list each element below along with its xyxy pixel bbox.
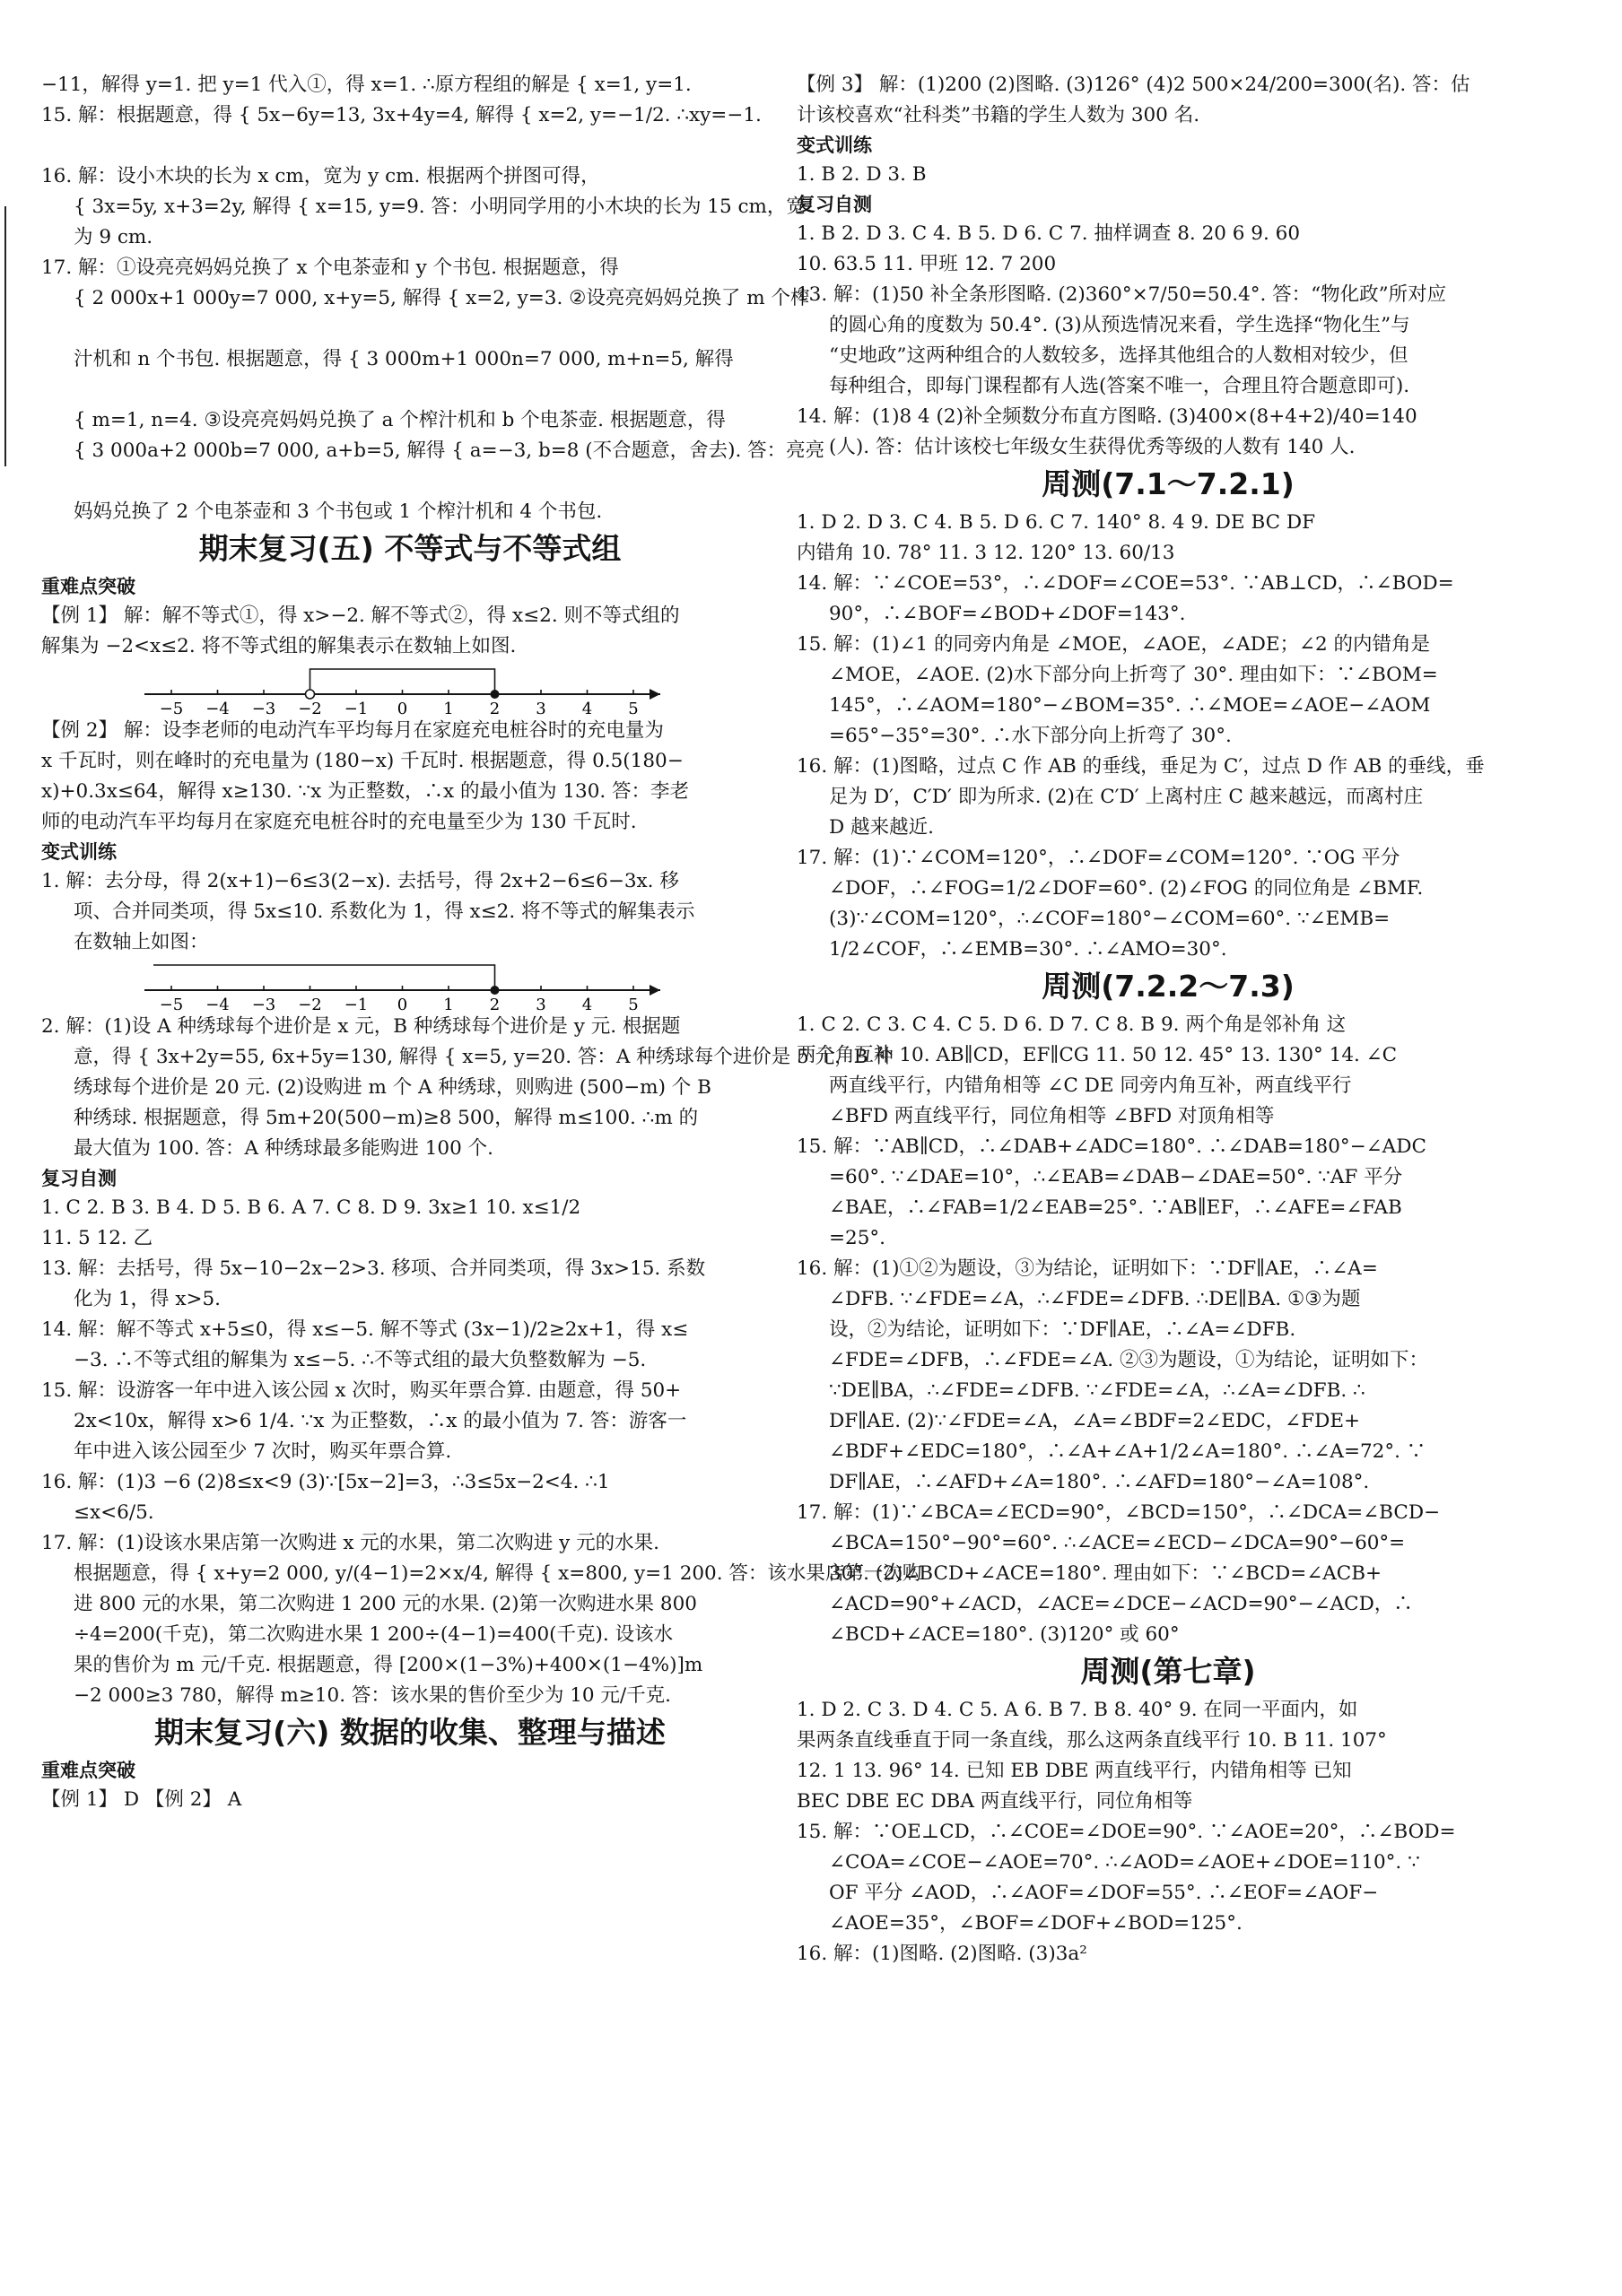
answer-line: 1. 解：去分母，得 2(x+1)−6≤3(2−x). 去括号，得 2x+2−6≤6−3x. 移 [41, 870, 679, 892]
number-line [41, 958, 779, 1012]
answer-line: 1. C 2. B 3. B 4. D 5. B 6. A 7. C 8. D 9. 3x≥1 10. x≤1/2 [41, 1196, 581, 1219]
binder-edge [0, 0, 13, 2292]
answer-line: 设，②为结论，证明如下：∵DF∥AE，∴∠A=∠DFB. [829, 1318, 1296, 1341]
section-heading: 周测(第七章) [1080, 1654, 1256, 1689]
answer-line [41, 131, 779, 161]
tick-label: 5 [628, 700, 639, 718]
subsection-label: 变式训练 [797, 135, 872, 156]
tick-label: −4 [205, 996, 230, 1014]
tick-label: −5 [159, 700, 184, 718]
open-endpoint [306, 690, 315, 699]
answer-line: 汁机和 n 个书包. 根据题意，得 { 3 000m+1 000n=7 000, m+n=5, 解得 [74, 348, 734, 370]
answer-line: 10. 63.5 11. 甲班 12. 7 200 [797, 253, 1057, 275]
answer-line: { 3 000a+2 000b=7 000, a+b=5, 解得 { a=−3, b=8 (不合题意，舍去). 答：亮亮 [74, 439, 825, 462]
tick-label: 5 [628, 996, 639, 1014]
answer-line: 14. 解：(1)8 4 (2)补全频数分布直方图略. (3)400×(8+4+2)/40=140 [797, 405, 1417, 428]
answer-line: 1. D 2. D 3. C 4. B 5. D 6. C 7. 140° 8. 4 9. DE BC DF [797, 511, 1316, 534]
answer-line: ∠BAE，∴∠FAB=1/2∠EAB=25°. ∵AB∥EF，∴∠AFE=∠FAB [829, 1196, 1402, 1219]
answer-line: 项、合并同类项，得 5x≤10. 系数化为 1，得 x≤2. 将不等式的解集表示 [74, 900, 695, 923]
closed-endpoint [491, 986, 500, 995]
answer-line: 145°，∴∠AOM=180°−∠BOM=35°. ∴∠MOE=∠AOE−∠AOM [829, 694, 1431, 717]
solution-range [153, 965, 495, 990]
answer-line: 16. 解：设小木块的长为 x cm，宽为 y cm. 根据两个拼图可得， [41, 165, 600, 187]
tick-label: −3 [251, 700, 276, 718]
tick-label: 0 [397, 996, 408, 1014]
answer-line: { m=1, n=4. ③设亮亮妈妈兑换了 a 个榨汁机和 b 个电茶壶. 根据题意，得 [74, 409, 726, 431]
answer-line: 妈妈兑换了 2 个电茶壶和 3 个书包或 1 个榨汁机和 4 个书包. [74, 500, 603, 523]
answer-line: ≤x<6/5. [74, 1501, 154, 1524]
closed-endpoint [491, 690, 500, 699]
tick-label: 3 [536, 700, 546, 718]
answer-line: 16. 解：(1)图略. (2)图略. (3)3a² [797, 1943, 1087, 1965]
answer-line: 1. B 2. D 3. B [797, 163, 927, 186]
answer-line: 15. 解：(1)∠1 的同旁内角是 ∠MOE，∠AOE，∠ADE；∠2 的内错角是 [797, 633, 1431, 656]
answer-line: 进 800 元的水果，第二次购进 1 200 元的水果. (2)第一次购进水果 800 [74, 1593, 697, 1615]
answer-line: ∵DE∥BA，∴∠FDE=∠DFB. ∵∠FDE=∠A，∴∠A=∠DFB. ∴ [829, 1379, 1365, 1402]
tick-label: −4 [205, 700, 230, 718]
answer-line: 种绣球. 根据题意，得 5m+20(500−m)≥8 500，解得 m≤100. ∴m 的 [74, 1107, 699, 1129]
answer-line: 足为 D′，C′D′ 即为所求. (2)在 C′D′ 上离村庄 C 越来越远，而离村庄 [829, 786, 1424, 808]
tick-label: 1 [443, 996, 454, 1014]
answer-line: 16. 解：(1)①②为题设，③为结论，证明如下：∵DF∥AE，∴∠A= [797, 1257, 1378, 1280]
answer-line: ÷4=200(千克)，第二次购进水果 1 200÷(4−1)=400(千克). 设该水 [74, 1623, 674, 1646]
answer-line: 化为 1，得 x>5. [74, 1288, 222, 1310]
axis-arrow [650, 689, 660, 700]
answer-line: DF∥AE，∴∠AFD+∠A=180°. ∴∠AFD=180°−∠A=108°. [829, 1471, 1370, 1493]
answer-line: 果两条直线垂直于同一条直线，那么这两条直线平行 10. B 11. 107° [797, 1729, 1387, 1752]
answer-line: =60°. ∵∠DAE=10°，∴∠EAB=∠DAB−∠DAE=50°. ∵AF 平分 [829, 1166, 1403, 1188]
answer-line: 每种组合，即每门课程都有人选(答案不唯一，合理且符合题意即可). [829, 375, 1410, 397]
answer-line: 的圆心角的度数为 50.4°. (3)从预选情况来看，学生选择“物化生”与 [829, 314, 1410, 336]
answer-line: −2 000≥3 780，解得 m≥10. 答：该水果的售价至少为 10 元/千克. [74, 1684, 671, 1707]
answer-line [41, 314, 779, 344]
answer-line: 为 9 cm. [74, 226, 153, 248]
answer-line: DF∥AE. (2)∵∠FDE=∠A，∠A=∠BDF=2∠EDC，∠FDE+ [829, 1410, 1361, 1432]
answer-line: 14. 解：∵∠COE=53°，∴∠DOF=∠COE=53°. ∵AB⊥CD，∴∠BOD= [797, 572, 1454, 595]
answer-line [41, 466, 779, 497]
answer-line: 【例 1】 解：解不等式①，得 x>−2. 解不等式②，得 x≤2. 则不等式组的 [41, 604, 680, 627]
answer-line: OF 平分 ∠AOD，∴∠AOF=∠DOF=55°. ∴∠EOF=∠AOF− [829, 1882, 1379, 1904]
answer-line: 17. 解：(1)∵∠BCA=∠ECD=90°，∠BCD=150°，∴∠DCA=∠BCD− [797, 1501, 1441, 1524]
section-heading: 期末复习(五) 不等式与不等式组 [198, 531, 622, 566]
answer-line: 1. D 2. C 3. D 4. C 5. A 6. B 7. B 8. 40° 9. 在同一平面内，如 [797, 1699, 1358, 1721]
answer-line: 1/2∠COF，∴∠EMB=30°. ∴∠AMO=30°. [829, 938, 1227, 961]
answer-line: 15. 解：根据题意，得 { 5x−6y=13, 3x+4y=4, 解得 { x=2, y=−1/2. ∴xy=−1. [41, 104, 762, 126]
answer-line: ∠AOE=35°，∠BOF=∠DOF+∠BOD=125°. [829, 1912, 1243, 1935]
answer-line: 两直线平行，内错角相等 ∠C DE 同旁内角互补，两直线平行 [829, 1074, 1352, 1097]
section-heading: 周测(7.2.2～7.3) [1042, 969, 1295, 1004]
number-line [41, 662, 779, 716]
answer-line: 最大值为 100. 答：A 种绣球最多能购进 100 个. [74, 1137, 493, 1160]
answer-line: 11. 5 12. 乙 [41, 1227, 153, 1249]
answer-line: ∠BFD 两直线平行，同位角相等 ∠BFD 对顶角相等 [829, 1105, 1275, 1127]
axis-arrow [650, 985, 660, 996]
answer-line: (人). 答：估计该校七年级女生获得优秀等级的人数有 140 人. [829, 436, 1356, 458]
answer-line: 绣球每个进价是 20 元. (2)设购进 m 个 A 种绣球，则购进 (500−m) 个 B [74, 1076, 711, 1099]
answer-line: =25°. [829, 1227, 885, 1249]
answer-line: 15. 解：设游客一年中进入该公园 x 次时，购买年票合算. 由题意，得 50+ [41, 1379, 682, 1402]
tick-label: 4 [581, 996, 593, 1014]
answer-line: 17. 解：①设亮亮妈妈兑换了 x 个电茶壶和 y 个书包. 根据题意，得 [41, 257, 619, 279]
answer-line: −11，解得 y=1. 把 y=1 代入①，得 x=1. ∴原方程组的解是 { x=1, y=1. [41, 74, 692, 96]
answer-line: ∠MOE，∠AOE. (2)水下部分向上折弯了 30°. 理由如下：∵∠BOM= [829, 664, 1438, 686]
tick-label: 2 [489, 996, 501, 1014]
tick-label: −5 [159, 996, 184, 1014]
answer-line: { 3x=5y, x+3=2y, 解得 { x=15, y=9. 答：小明同学用的小木块的长为 15 cm，宽 [74, 196, 806, 218]
answer-line: 17. 解：(1)设该水果店第一次购进 x 元的水果，第二次购进 y 元的水果. [41, 1532, 659, 1554]
answer-line: 【例 3】 解：(1)200 (2)图略. (3)126° (4)2 500×24/200=300(名). 答：估 [797, 74, 1470, 96]
answer-line: 16. 解：(1)3 −6 (2)8≤x<9 (3)∵[5x−2]=3，∴3≤5x−2<4. ∴1 [41, 1471, 610, 1493]
answer-line: 90°，∴∠BOF=∠BOD+∠DOF=143°. [829, 603, 1186, 625]
answer-line: 在数轴上如图： [74, 931, 209, 953]
subsection-label: 复习自测 [797, 194, 872, 215]
section-heading: 周测(7.1～7.2.1) [1042, 466, 1295, 501]
answer-line: 1. B 2. D 3. C 4. B 5. D 6. C 7. 抽样调查 8. 20 6 9. 60 [797, 222, 1301, 245]
subsection-label: 重难点突破 [41, 1760, 135, 1781]
answer-line: ∠FDE=∠DFB，∴∠FDE=∠A. ②③为题设，①为结论，证明如下： [829, 1349, 1428, 1371]
answer-line: 2. 解：(1)设 A 种绣球每个进价是 x 元，B 种绣球每个进价是 y 元. 根据题 [41, 1015, 681, 1038]
right-column [797, 70, 1539, 1970]
answer-line: 1. C 2. C 3. C 4. C 5. D 6. D 7. C 8. B 9. 两个角是邻补角 这 [797, 1013, 1347, 1036]
answer-line: 内错角 10. 78° 11. 3 12. 120° 13. 60/13 [797, 542, 1175, 564]
answer-line: 15. 解：∵OE⊥CD，∴∠COE=∠DOE=90°. ∵∠AOE=20°，∴∠BOD= [797, 1821, 1456, 1843]
answer-line: 根据题意，得 { x+y=2 000, y/(4−1)=2×x/4, 解得 { x=800, y=1 200. 答：该水果店第一次购 [74, 1562, 922, 1585]
answer-line: 果的售价为 m 元/千克. 根据题意，得 [200×(1−3%)+400×(1−4%)]m [74, 1654, 703, 1676]
answer-line: ∠BDF+∠EDC=180°，∴∠A+∠A+1/2∠A=180°. ∴∠A=72°. ∵ [829, 1440, 1426, 1463]
answer-line: 计该校喜欢“社科类”书籍的学生人数为 300 名. [797, 104, 1200, 126]
answer-line: ∠ACD=90°+∠ACD，∠ACE=∠DCE−∠ACD=90°−∠ACD，∴ [829, 1593, 1413, 1615]
subsection-label: 变式训练 [41, 841, 117, 863]
tick-label: 3 [536, 996, 546, 1014]
tick-label: −2 [298, 700, 322, 718]
answer-line: 16. 解：(1)图略，过点 C 作 AB 的垂线，垂足为 C′，过点 D 作 AB 的垂线，垂 [797, 755, 1485, 778]
subsection-label: 重难点突破 [41, 576, 135, 597]
tick-label: −1 [344, 996, 369, 1014]
answer-line: 12. 1 13. 96° 14. 已知 EB DBE 两直线平行，内错角相等 已知 [797, 1760, 1352, 1782]
tick-label: 1 [443, 700, 454, 718]
answer-line: { 2 000x+1 000y=7 000, x+y=5, 解得 { x=2, y=3. ②设亮亮妈妈兑换了 m 个榨 [74, 287, 810, 309]
answer-line: 17. 解：(1)∵∠COM=120°，∴∠DOF=∠COM=120°. ∵OG 平分 [797, 847, 1400, 869]
tick-label: −2 [298, 996, 322, 1014]
answer-line: 13. 解：(1)50 补全条形图略. (2)360°×7/50=50.4°. 答：“物化政”所对应 [797, 283, 1447, 306]
answer-line: 2x<10x，解得 x>6 1/4. ∵x 为正整数，∴x 的最小值为 7. 答：游客一 [74, 1410, 687, 1432]
answer-line: −3. ∴不等式组的解集为 x≤−5. ∴不等式组的最大负整数解为 −5. [74, 1349, 647, 1371]
answer-line: 师的电动汽车平均每月在家庭充电桩谷时的充电量至少为 130 千瓦时. [41, 811, 637, 833]
tick-label: 2 [489, 700, 501, 718]
answer-line: ∠DFB. ∵∠FDE=∠A，∴∠FDE=∠DFB. ∴DE∥BA. ①③为题 [829, 1288, 1361, 1310]
answer-line: ∠DOF，∴∠FOG=1/2∠DOF=60°. (2)∠FOG 的同位角是 ∠BMF. [829, 877, 1424, 900]
tick-label: −1 [344, 700, 369, 718]
answer-line: 意，得 { 3x+2y=55, 6x+5y=130, 解得 { x=5, y=20. 答：A 种绣球每个进价是 5 元，B 种 [74, 1046, 894, 1068]
answer-line: =65°−35°=30°. ∴水下部分向上折弯了 30°. [829, 725, 1232, 747]
tick-label: −3 [251, 996, 276, 1014]
tick-label: 0 [397, 700, 408, 718]
answer-line: D 越来越近. [829, 816, 934, 839]
subsection-label: 复习自测 [41, 1168, 117, 1189]
answer-line: 14. 解：解不等式 x+5≤0，得 x≤−5. 解不等式 (3x−1)/2≥2x+1，得 x≤ [41, 1318, 689, 1341]
answer-line: “史地政”这两种组合的人数较多，选择其他组合的人数相对较少，但 [829, 344, 1408, 367]
answer-line: (3)∵∠COM=120°，∴∠COF=180°−∠COM=60°. ∵∠EMB= [829, 908, 1391, 930]
answer-line: x)+0.3x≤64，解得 x≥130. ∵x 为正整数，∴x 的最小值为 130. 答：李老 [41, 780, 690, 803]
answer-line: 15. 解：∵AB∥CD，∴∠DAB+∠ADC=180°. ∴∠DAB=180°−∠ADC [797, 1135, 1426, 1158]
answer-line: 【例 1】 D 【例 2】 A [41, 1788, 242, 1811]
answer-line: x 千瓦时，则在峰时的充电量为 (180−x) 千瓦时. 根据题意，得 0.5(180− [41, 750, 684, 772]
answer-line: BEC DBE EC DBA 两直线平行，同位角相等 [797, 1790, 1193, 1813]
answer-line: ∠BCD+∠ACE=180°. (3)120° 或 60° [829, 1623, 1180, 1646]
answer-line: 两个角互补 10. AB∥CD，EF∥CG 11. 50 12. 45° 13. 130° 14. ∠C [797, 1044, 1398, 1066]
answer-line: 年中进入该公园至少 7 次时，购买年票合算. [74, 1440, 452, 1463]
tick-label: 4 [581, 700, 593, 718]
answer-line [41, 375, 779, 405]
answer-line: 解集为 −2<x≤2. 将不等式组的解集表示在数轴上如图. [41, 635, 517, 657]
answer-line: ∠COA=∠COE−∠AOE=70°. ∴∠AOD=∠AOE+∠DOE=110°. ∵ [829, 1851, 1420, 1874]
answer-line: 30°. (2)∠BCD+∠ACE=180°. 理由如下：∵∠BCD=∠ACB+ [829, 1562, 1382, 1585]
answer-line: 【例 2】 解：设李老师的电动汽车平均每月在家庭充电桩谷时的充电量为 [41, 719, 664, 742]
answer-line: 13. 解：去括号，得 5x−10−2x−2>3. 移项、合并同类项，得 3x>15. 系数 [41, 1257, 706, 1280]
answer-line: ∠BCA=150°−90°=60°. ∴∠ACE=∠ECD−∠DCA=90°−60°= [829, 1532, 1406, 1554]
section-heading: 期末复习(六) 数据的收集、整理与描述 [154, 1715, 666, 1750]
